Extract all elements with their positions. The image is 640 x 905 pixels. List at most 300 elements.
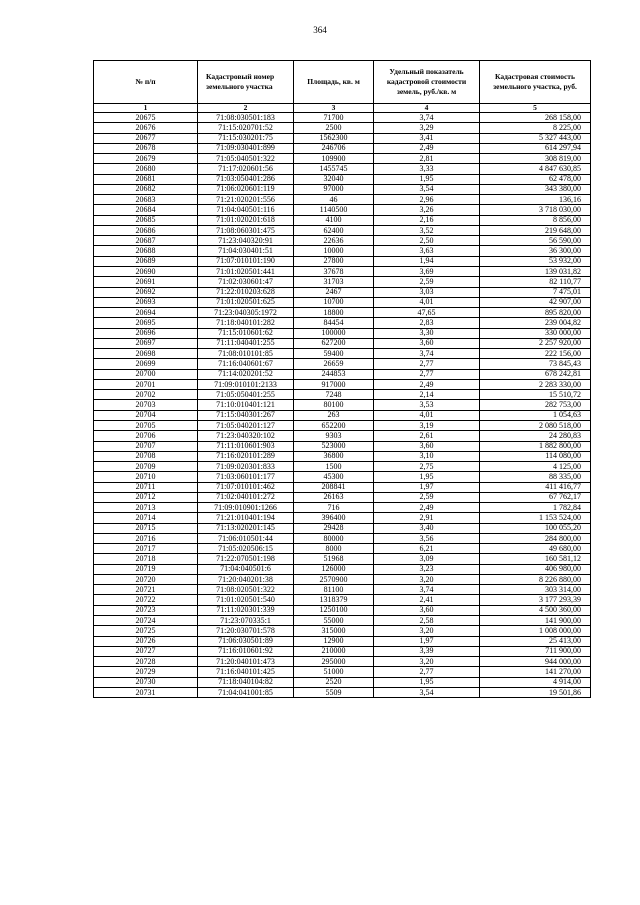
row-number-cell: 20684 bbox=[94, 205, 198, 215]
table-row bbox=[94, 533, 591, 543]
cadastral-value-cell: 62 478,00 bbox=[480, 174, 591, 184]
row-number-cell: 20710 bbox=[94, 472, 198, 482]
cadastral-number-cell: 71:01:020201:618 bbox=[198, 215, 294, 225]
cadastral-number-cell: 71:22:010203:628 bbox=[198, 287, 294, 297]
cadastral-number-cell: 71:23:040305:1972 bbox=[198, 308, 294, 318]
cadastral-number-cell: 71:16:040101:425 bbox=[198, 667, 294, 677]
cadastral-number-cell: 71:09:010101:2133 bbox=[198, 379, 294, 389]
cadastral-number-cell: 71:03:050401:286 bbox=[198, 174, 294, 184]
unit-value-cell: 2,49 bbox=[374, 143, 480, 153]
cadastral-value-cell: 1 882 800,00 bbox=[480, 441, 591, 451]
cadastral-value-cell: 282 753,00 bbox=[480, 400, 591, 410]
cadastral-number-cell: 71:04:041001:85 bbox=[198, 687, 294, 697]
row-number-cell: 20726 bbox=[94, 636, 198, 646]
col-number: 3 bbox=[294, 104, 374, 113]
unit-value-cell: 3,60 bbox=[374, 338, 480, 348]
unit-value-cell: 2,49 bbox=[374, 503, 480, 513]
unit-value-cell: 3,74 bbox=[374, 113, 480, 123]
area-cell: 210000 bbox=[294, 646, 374, 656]
unit-value-cell: 2,16 bbox=[374, 215, 480, 225]
cadastral-number-cell: 71:23:040320:91 bbox=[198, 236, 294, 246]
unit-value-cell: 2,77 bbox=[374, 369, 480, 379]
row-number-cell: 20713 bbox=[94, 503, 198, 513]
area-cell: 126000 bbox=[294, 564, 374, 574]
table-row bbox=[94, 451, 591, 461]
table-row bbox=[94, 266, 591, 276]
table-row bbox=[94, 133, 591, 143]
table-row bbox=[94, 564, 591, 574]
unit-value-cell: 3,19 bbox=[374, 420, 480, 430]
area-cell: 1250100 bbox=[294, 605, 374, 615]
unit-value-cell: 3,56 bbox=[374, 533, 480, 543]
cadastral-value-cell: 141 900,00 bbox=[480, 616, 591, 626]
area-cell: 46 bbox=[294, 195, 374, 205]
table-row bbox=[94, 277, 591, 287]
unit-value-cell: 1,95 bbox=[374, 174, 480, 184]
cadastral-number-cell: 71:10:010401:121 bbox=[198, 400, 294, 410]
unit-value-cell: 3,74 bbox=[374, 349, 480, 359]
row-number-cell: 20686 bbox=[94, 225, 198, 235]
land-cadastral-table bbox=[93, 60, 591, 698]
area-cell: 2467 bbox=[294, 287, 374, 297]
area-cell: 109900 bbox=[294, 154, 374, 164]
cadastral-value-cell: 25 413,00 bbox=[480, 636, 591, 646]
cadastral-value-cell: 4 500 360,00 bbox=[480, 605, 591, 615]
table-row bbox=[94, 420, 591, 430]
cadastral-value-cell: 678 242,81 bbox=[480, 369, 591, 379]
row-number-cell: 20675 bbox=[94, 113, 198, 123]
table-row bbox=[94, 503, 591, 513]
row-number-cell: 20680 bbox=[94, 164, 198, 174]
row-number-cell: 20724 bbox=[94, 616, 198, 626]
unit-value-cell: 3,41 bbox=[374, 133, 480, 143]
area-cell: 246706 bbox=[294, 143, 374, 153]
area-cell: 18800 bbox=[294, 308, 374, 318]
area-cell: 36800 bbox=[294, 451, 374, 461]
cadastral-number-cell: 71:02:040101:272 bbox=[198, 492, 294, 502]
table-row bbox=[94, 636, 591, 646]
unit-value-cell: 3,54 bbox=[374, 184, 480, 194]
cadastral-value-cell: 3 177 293,39 bbox=[480, 595, 591, 605]
unit-value-cell: 2,59 bbox=[374, 277, 480, 287]
cadastral-number-cell: 71:08:020501:322 bbox=[198, 585, 294, 595]
row-number-cell: 20688 bbox=[94, 246, 198, 256]
row-number-cell: 20721 bbox=[94, 585, 198, 595]
cadastral-number-cell: 71:08:060301:475 bbox=[198, 225, 294, 235]
table-row bbox=[94, 657, 591, 667]
cadastral-value-cell: 219 648,00 bbox=[480, 225, 591, 235]
area-cell: 2570900 bbox=[294, 574, 374, 584]
area-cell: 45300 bbox=[294, 472, 374, 482]
cadastral-value-cell: 42 907,00 bbox=[480, 297, 591, 307]
cadastral-number-cell: 71:09:030401:899 bbox=[198, 143, 294, 153]
table-row bbox=[94, 544, 591, 554]
row-number-cell: 20679 bbox=[94, 154, 198, 164]
unit-value-cell: 3,52 bbox=[374, 225, 480, 235]
area-cell: 7248 bbox=[294, 390, 374, 400]
cadastral-number-cell: 71:06:020601:119 bbox=[198, 184, 294, 194]
unit-value-cell: 2,49 bbox=[374, 379, 480, 389]
row-number-cell: 20694 bbox=[94, 308, 198, 318]
table-row bbox=[94, 195, 591, 205]
row-number-cell: 20683 bbox=[94, 195, 198, 205]
cadastral-value-cell: 2 080 518,00 bbox=[480, 420, 591, 430]
table-row bbox=[94, 513, 591, 523]
cadastral-value-cell: 1 153 524,00 bbox=[480, 513, 591, 523]
cadastral-number-cell: 71:08:030501:183 bbox=[198, 113, 294, 123]
table-row bbox=[94, 616, 591, 626]
unit-value-cell: 2,81 bbox=[374, 154, 480, 164]
col-number: 5 bbox=[480, 104, 591, 113]
table-row bbox=[94, 123, 591, 133]
cadastral-value-cell: 944 000,00 bbox=[480, 657, 591, 667]
cadastral-number-cell: 71:18:040104:82 bbox=[198, 677, 294, 687]
cadastral-number-cell: 71:15:020701:52 bbox=[198, 123, 294, 133]
area-cell: 295000 bbox=[294, 657, 374, 667]
cadastral-value-cell: 303 314,00 bbox=[480, 585, 591, 595]
row-number-cell: 20728 bbox=[94, 657, 198, 667]
area-cell: 917000 bbox=[294, 379, 374, 389]
cadastral-value-cell: 1 782,84 bbox=[480, 503, 591, 513]
cadastral-value-cell: 4 914,00 bbox=[480, 677, 591, 687]
cadastral-value-cell: 139 031,82 bbox=[480, 266, 591, 276]
row-number-cell: 20687 bbox=[94, 236, 198, 246]
table-row bbox=[94, 605, 591, 615]
table-row bbox=[94, 585, 591, 595]
unit-value-cell: 2,61 bbox=[374, 431, 480, 441]
cadastral-number-cell: 71:11:020301:339 bbox=[198, 605, 294, 615]
col-header-cadastral-value: Кадастровая стоимость земельного участка, руб. bbox=[480, 61, 591, 104]
area-cell: 71700 bbox=[294, 113, 374, 123]
unit-value-cell: 2,58 bbox=[374, 616, 480, 626]
area-cell: 4100 bbox=[294, 215, 374, 225]
cadastral-number-cell: 71:20:030701:578 bbox=[198, 626, 294, 636]
cadastral-value-cell: 411 416,77 bbox=[480, 482, 591, 492]
cadastral-number-cell: 71:15:040301:267 bbox=[198, 410, 294, 420]
cadastral-number-cell: 71:13:020201:145 bbox=[198, 523, 294, 533]
table-row bbox=[94, 523, 591, 533]
cadastral-value-cell: 7 475,01 bbox=[480, 287, 591, 297]
area-cell: 62400 bbox=[294, 225, 374, 235]
cadastral-value-cell: 222 156,00 bbox=[480, 349, 591, 359]
cadastral-number-cell: 71:18:040101:282 bbox=[198, 318, 294, 328]
area-cell: 80100 bbox=[294, 400, 374, 410]
table-row bbox=[94, 441, 591, 451]
unit-value-cell: 3,74 bbox=[374, 585, 480, 595]
cadastral-value-cell: 614 297,94 bbox=[480, 143, 591, 153]
cadastral-value-cell: 1 054,63 bbox=[480, 410, 591, 420]
row-number-cell: 20731 bbox=[94, 687, 198, 697]
table-row bbox=[94, 113, 591, 123]
unit-value-cell: 1,95 bbox=[374, 472, 480, 482]
unit-value-cell: 3,60 bbox=[374, 605, 480, 615]
unit-value-cell: 2,77 bbox=[374, 359, 480, 369]
col-header-area: Площадь, кв. м bbox=[294, 61, 374, 104]
row-number-cell: 20703 bbox=[94, 400, 198, 410]
cadastral-number-cell: 71:05:050401:255 bbox=[198, 390, 294, 400]
unit-value-cell: 3,69 bbox=[374, 266, 480, 276]
area-cell: 396400 bbox=[294, 513, 374, 523]
table-row bbox=[94, 328, 591, 338]
cadastral-value-cell: 284 800,00 bbox=[480, 533, 591, 543]
unit-value-cell: 3,20 bbox=[374, 574, 480, 584]
cadastral-value-cell: 82 110,77 bbox=[480, 277, 591, 287]
column-header-row bbox=[94, 61, 591, 104]
cadastral-value-cell: 160 581,12 bbox=[480, 554, 591, 564]
row-number-cell: 20725 bbox=[94, 626, 198, 636]
row-number-cell: 20712 bbox=[94, 492, 198, 502]
cadastral-value-cell: 3 718 030,00 bbox=[480, 205, 591, 215]
cadastral-number-cell: 71:22:070501:198 bbox=[198, 554, 294, 564]
table-row bbox=[94, 308, 591, 318]
cadastral-number-cell: 71:09:020301:833 bbox=[198, 462, 294, 472]
cadastral-value-cell: 406 980,00 bbox=[480, 564, 591, 574]
area-cell: 51968 bbox=[294, 554, 374, 564]
table-row bbox=[94, 297, 591, 307]
cadastral-number-cell: 71:11:040401:255 bbox=[198, 338, 294, 348]
row-number-cell: 20709 bbox=[94, 462, 198, 472]
area-cell: 2520 bbox=[294, 677, 374, 687]
area-cell: 10700 bbox=[294, 297, 374, 307]
unit-value-cell: 3,39 bbox=[374, 646, 480, 656]
table-row bbox=[94, 164, 591, 174]
table-row bbox=[94, 369, 591, 379]
unit-value-cell: 3,09 bbox=[374, 554, 480, 564]
row-number-cell: 20696 bbox=[94, 328, 198, 338]
unit-value-cell: 3,29 bbox=[374, 123, 480, 133]
col-header-unit-value: Удельный показатель кадастровой стоимости земель, руб./кв. м bbox=[374, 61, 480, 104]
row-number-cell: 20717 bbox=[94, 544, 198, 554]
table-header bbox=[94, 61, 591, 113]
unit-value-cell: 2,14 bbox=[374, 390, 480, 400]
row-number-cell: 20729 bbox=[94, 667, 198, 677]
table-row bbox=[94, 554, 591, 564]
area-cell: 1140500 bbox=[294, 205, 374, 215]
cadastral-number-cell: 71:15:030201:75 bbox=[198, 133, 294, 143]
unit-value-cell: 4,01 bbox=[374, 410, 480, 420]
row-number-cell: 20707 bbox=[94, 441, 198, 451]
area-cell: 26163 bbox=[294, 492, 374, 502]
area-cell: 22636 bbox=[294, 236, 374, 246]
unit-value-cell: 2,75 bbox=[374, 462, 480, 472]
unit-value-cell: 6,21 bbox=[374, 544, 480, 554]
unit-value-cell: 3,33 bbox=[374, 164, 480, 174]
area-cell: 315000 bbox=[294, 626, 374, 636]
cadastral-number-cell: 71:07:010101:190 bbox=[198, 256, 294, 266]
row-number-cell: 20706 bbox=[94, 431, 198, 441]
table-row bbox=[94, 318, 591, 328]
area-cell: 627200 bbox=[294, 338, 374, 348]
unit-value-cell: 4,01 bbox=[374, 297, 480, 307]
cadastral-number-cell: 71:05:040501:322 bbox=[198, 154, 294, 164]
cadastral-number-cell: 71:15:010601:62 bbox=[198, 328, 294, 338]
table-row bbox=[94, 246, 591, 256]
unit-value-cell: 3,20 bbox=[374, 626, 480, 636]
table-row bbox=[94, 482, 591, 492]
row-number-cell: 20690 bbox=[94, 266, 198, 276]
row-number-cell: 20720 bbox=[94, 574, 198, 584]
row-number-cell: 20704 bbox=[94, 410, 198, 420]
row-number-cell: 20697 bbox=[94, 338, 198, 348]
table-row bbox=[94, 667, 591, 677]
area-cell: 1562300 bbox=[294, 133, 374, 143]
cadastral-value-cell: 73 845,43 bbox=[480, 359, 591, 369]
area-cell: 5509 bbox=[294, 687, 374, 697]
table-row bbox=[94, 256, 591, 266]
row-number-cell: 20682 bbox=[94, 184, 198, 194]
cadastral-number-cell: 71:01:020501:540 bbox=[198, 595, 294, 605]
area-cell: 523000 bbox=[294, 441, 374, 451]
cadastral-number-cell: 71:17:020601:56 bbox=[198, 164, 294, 174]
table-row bbox=[94, 143, 591, 153]
col-number: 4 bbox=[374, 104, 480, 113]
unit-value-cell: 3,60 bbox=[374, 441, 480, 451]
area-cell: 10000 bbox=[294, 246, 374, 256]
area-cell: 55000 bbox=[294, 616, 374, 626]
table-row bbox=[94, 410, 591, 420]
cadastral-number-cell: 71:08:010101:85 bbox=[198, 349, 294, 359]
table-body bbox=[94, 113, 591, 698]
cadastral-number-cell: 71:04:030401:51 bbox=[198, 246, 294, 256]
table-row bbox=[94, 174, 591, 184]
table-row bbox=[94, 492, 591, 502]
unit-value-cell: 3,53 bbox=[374, 400, 480, 410]
unit-value-cell: 2,91 bbox=[374, 513, 480, 523]
row-number-cell: 20727 bbox=[94, 646, 198, 656]
row-number-cell: 20689 bbox=[94, 256, 198, 266]
cadastral-number-cell: 71:06:010501:44 bbox=[198, 533, 294, 543]
row-number-cell: 20714 bbox=[94, 513, 198, 523]
unit-value-cell: 3,10 bbox=[374, 451, 480, 461]
row-number-cell: 20698 bbox=[94, 349, 198, 359]
col-header-cadastral-number: Кадастровый номер земельного участка bbox=[198, 61, 294, 104]
cadastral-value-cell: 136,16 bbox=[480, 195, 591, 205]
cadastral-value-cell: 5 327 443,00 bbox=[480, 133, 591, 143]
cadastral-number-cell: 71:21:010401:194 bbox=[198, 513, 294, 523]
area-cell: 32040 bbox=[294, 174, 374, 184]
row-number-cell: 20730 bbox=[94, 677, 198, 687]
unit-value-cell: 2,96 bbox=[374, 195, 480, 205]
unit-value-cell: 47,65 bbox=[374, 308, 480, 318]
unit-value-cell: 2,59 bbox=[374, 492, 480, 502]
cadastral-value-cell: 4 125,00 bbox=[480, 462, 591, 472]
area-cell: 27800 bbox=[294, 256, 374, 266]
cadastral-value-cell: 895 820,00 bbox=[480, 308, 591, 318]
cadastral-number-cell: 71:20:040201:38 bbox=[198, 574, 294, 584]
table-row bbox=[94, 349, 591, 359]
cadastral-number-cell: 71:14:020201:52 bbox=[198, 369, 294, 379]
table-row bbox=[94, 646, 591, 656]
unit-value-cell: 2,41 bbox=[374, 595, 480, 605]
cadastral-number-cell: 71:03:060101:177 bbox=[198, 472, 294, 482]
cadastral-number-cell: 71:02:030601:47 bbox=[198, 277, 294, 287]
table-row bbox=[94, 595, 591, 605]
cadastral-number-cell: 71:16:020101:289 bbox=[198, 451, 294, 461]
page-number: 364 bbox=[313, 25, 327, 35]
table-row bbox=[94, 626, 591, 636]
cadastral-value-cell: 2 257 920,00 bbox=[480, 338, 591, 348]
unit-value-cell: 3,30 bbox=[374, 328, 480, 338]
cadastral-value-cell: 141 270,00 bbox=[480, 667, 591, 677]
row-number-cell: 20722 bbox=[94, 595, 198, 605]
cadastral-number-cell: 71:05:040201:127 bbox=[198, 420, 294, 430]
unit-value-cell: 2,50 bbox=[374, 236, 480, 246]
area-cell: 26659 bbox=[294, 359, 374, 369]
cadastral-value-cell: 88 335,00 bbox=[480, 472, 591, 482]
row-number-cell: 20705 bbox=[94, 420, 198, 430]
unit-value-cell: 1,97 bbox=[374, 482, 480, 492]
unit-value-cell: 1,95 bbox=[374, 677, 480, 687]
cadastral-value-cell: 343 380,00 bbox=[480, 184, 591, 194]
cadastral-value-cell: 308 819,00 bbox=[480, 154, 591, 164]
area-cell: 31703 bbox=[294, 277, 374, 287]
table-row bbox=[94, 390, 591, 400]
cadastral-number-cell: 71:07:010101:462 bbox=[198, 482, 294, 492]
area-cell: 8000 bbox=[294, 544, 374, 554]
unit-value-cell: 3,03 bbox=[374, 287, 480, 297]
unit-value-cell: 3,54 bbox=[374, 687, 480, 697]
cadastral-value-cell: 8 226 880,00 bbox=[480, 574, 591, 584]
unit-value-cell: 3,63 bbox=[374, 246, 480, 256]
table-row bbox=[94, 287, 591, 297]
table-row bbox=[94, 359, 591, 369]
table-row bbox=[94, 400, 591, 410]
cadastral-value-cell: 114 080,00 bbox=[480, 451, 591, 461]
row-number-cell: 20678 bbox=[94, 143, 198, 153]
area-cell: 29428 bbox=[294, 523, 374, 533]
table-row bbox=[94, 225, 591, 235]
row-number-cell: 20701 bbox=[94, 379, 198, 389]
row-number-cell: 20718 bbox=[94, 554, 198, 564]
table-row bbox=[94, 205, 591, 215]
table-row bbox=[94, 677, 591, 687]
area-cell: 1455745 bbox=[294, 164, 374, 174]
table-row bbox=[94, 687, 591, 697]
cadastral-value-cell: 53 932,00 bbox=[480, 256, 591, 266]
row-number-cell: 20693 bbox=[94, 297, 198, 307]
cadastral-number-cell: 71:01:020501:625 bbox=[198, 297, 294, 307]
row-number-cell: 20691 bbox=[94, 277, 198, 287]
table-row bbox=[94, 574, 591, 584]
cadastral-number-cell: 71:11:010601:903 bbox=[198, 441, 294, 451]
cadastral-number-cell: 71:09:010901:1266 bbox=[198, 503, 294, 513]
unit-value-cell: 1,97 bbox=[374, 636, 480, 646]
row-number-cell: 20715 bbox=[94, 523, 198, 533]
unit-value-cell: 3,23 bbox=[374, 564, 480, 574]
col-header-number: № п/п bbox=[94, 61, 198, 104]
area-cell: 51000 bbox=[294, 667, 374, 677]
area-cell: 2500 bbox=[294, 123, 374, 133]
cadastral-number-cell: 71:20:040101:473 bbox=[198, 657, 294, 667]
cadastral-value-cell: 8 225,00 bbox=[480, 123, 591, 133]
cadastral-value-cell: 239 004,82 bbox=[480, 318, 591, 328]
cadastral-number-cell: 71:05:020506:15 bbox=[198, 544, 294, 554]
row-number-cell: 20676 bbox=[94, 123, 198, 133]
cadastral-value-cell: 1 008 000,00 bbox=[480, 626, 591, 636]
unit-value-cell: 3,40 bbox=[374, 523, 480, 533]
area-cell: 84454 bbox=[294, 318, 374, 328]
unit-value-cell: 2,83 bbox=[374, 318, 480, 328]
area-cell: 80000 bbox=[294, 533, 374, 543]
cadastral-number-cell: 71:21:020201:556 bbox=[198, 195, 294, 205]
cadastral-value-cell: 330 000,00 bbox=[480, 328, 591, 338]
unit-value-cell: 2,77 bbox=[374, 667, 480, 677]
table-row bbox=[94, 215, 591, 225]
cadastral-value-cell: 49 680,00 bbox=[480, 544, 591, 554]
row-number-cell: 20695 bbox=[94, 318, 198, 328]
cadastral-value-cell: 100 055,20 bbox=[480, 523, 591, 533]
cadastral-number-cell: 71:01:020501:441 bbox=[198, 266, 294, 276]
